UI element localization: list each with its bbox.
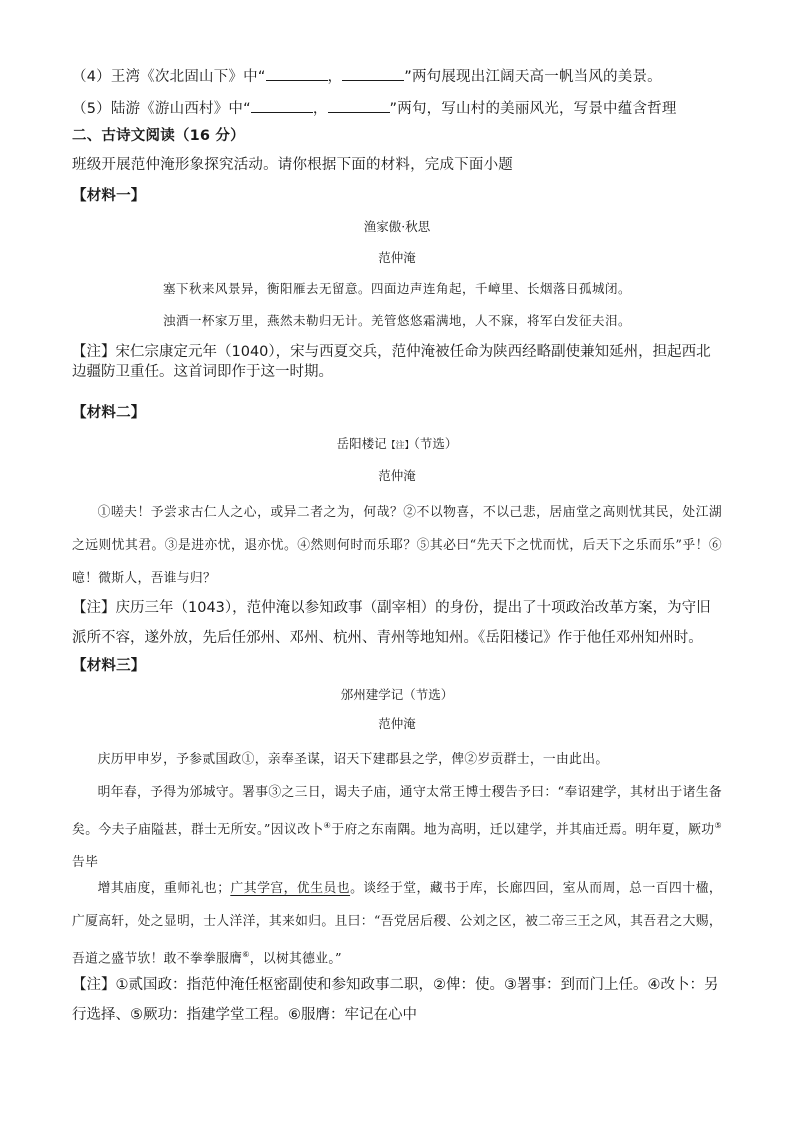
answer-blank[interactable] bbox=[266, 66, 328, 81]
footnote-marker: ② bbox=[464, 752, 478, 767]
question-4-text-end: ”两句展现出江阔天高一帆当风的美景。 bbox=[404, 69, 662, 85]
material-2-label: 【材料二】 bbox=[72, 405, 146, 421]
footnote-marker: ④ bbox=[323, 821, 332, 830]
section-intro: 班级开展范仲淹形象探究活动。请你根据下面的材料，完成下面小题 bbox=[72, 157, 513, 173]
essay-author: 范仲淹 bbox=[378, 468, 416, 483]
poem-title: 渔家傲·秋思 bbox=[363, 219, 431, 234]
essay-paragraph: ①嗟夫！予尝求古仁人之心，或异二者之为，何哉？②不以物喜，不以己悲，居庙堂之高则忧其民，处江湖之远则忧其君。③是进亦忧，退亦忧。④然则何时而乐耶？⑤其必曰“先天下之忧而忧，后天下之乐而乐”乎！⑥噫！微斯人，吾谁与归？ bbox=[72, 505, 722, 586]
material-2-note: 【注】庆历三年（1043），范仲淹以参知政事（副宰相）的身份，提出了十项政治改革方案，为守旧派所不容，遂外放，先后任邠州、邓州、杭州、青州等地知州。《岳阳楼记》作于他任邓州知州时。 bbox=[72, 600, 711, 646]
answer-blank[interactable] bbox=[328, 98, 390, 113]
essay-paragraph: 庆历甲申岁，予参贰国政①，亲奉圣谋，诏天下建郡县之学，俾②岁贡群士，一由此出。 bbox=[97, 752, 609, 767]
poem-line: 浊酒一杯家万里，燕然未勒归无计。羌管悠悠霜满地，人不寐，将军白发征夫泪。 bbox=[162, 313, 631, 328]
section-title: 二、古诗文阅读（16 分） bbox=[72, 128, 245, 144]
essay-author: 范仲淹 bbox=[378, 716, 416, 731]
question-5-text: （5）陆游《游山西村》中“ bbox=[72, 101, 251, 117]
question-5-text-end: ”两句，写山村的美丽风光，写景中蕴含哲理 bbox=[389, 101, 677, 117]
material-3-label: 【材料三】 bbox=[72, 658, 146, 674]
poem-author: 范仲淹 bbox=[378, 250, 416, 265]
essay-paragraph: 增其庙度，重师礼也；广其学宫，优生员也。谈经于堂，藏书于库，长廊四回，室从而周，总一百四十楹，广厦高轩，处之显明，士人洋洋，其来如归。且曰：“吾党居后稷、公刘之区，被二帝三王之风，其吾君之大赐，吾道之盛节欤！敢不拳拳服膺⑥，以树其德业。” bbox=[72, 881, 722, 967]
material-3-note: 【注】①贰国政：指范仲淹任枢密副使和参知政事二职，②俾：使。③署事：到而门上任。④改卜：另行选择、⑤厥功：指建学堂工程。⑥服膺：牢记在心中 bbox=[72, 977, 719, 1023]
poem-line: 塞下秋来风景异，衡阳雁去无留意。四面边声连角起，千嶂里、长烟落日孤城闭。 bbox=[162, 281, 631, 296]
footnote-marker: ① bbox=[241, 752, 255, 767]
footnote-marker: ③ bbox=[268, 785, 282, 800]
question-5: （5）陆游《游山西村》中“ ， ”两句，写山村的美丽风光，写景中蕴含哲理 bbox=[72, 98, 677, 119]
essay-title: 岳阳楼记【注】（节选） bbox=[336, 436, 458, 451]
question-4-text: （4）王湾《次北固山下》中“ bbox=[72, 69, 266, 85]
footnote-marker: ⑤ bbox=[714, 821, 722, 830]
answer-blank[interactable] bbox=[251, 98, 313, 113]
underlined-sentence: 广其学宫，优生员也 bbox=[230, 881, 351, 896]
answer-blank[interactable] bbox=[342, 66, 404, 81]
material-1-note: 【注】宋仁宗康定元年（1040），宋与西夏交兵，范仲淹被任命为陕西经略副使兼知延州，担起西北边疆防卫重任。这首词即作于这一时期。 bbox=[72, 344, 711, 380]
question-4: （4）王湾《次北固山下》中“ ， ”两句展现出江阔天高一帆当风的美景。 bbox=[72, 66, 662, 87]
material-1-label: 【材料一】 bbox=[72, 188, 146, 204]
essay-title: 邠州建学记（节选） bbox=[340, 687, 454, 702]
essay-paragraph: 明年春，予得为邠城守。署事③之三日，谒夫子庙，通守太常王博士稷告予曰：“奉诏建学，其材出于诸生备矣。今夫子庙隘甚，群士无所安。”因议改卜④于府之东南隅。地为高明，迁以建学，并其庙迁焉。明年夏，厥功⑤告毕 bbox=[72, 785, 722, 871]
footnote-marker: ⑥ bbox=[242, 950, 250, 959]
title-note-marker: 【注】 bbox=[386, 441, 414, 451]
